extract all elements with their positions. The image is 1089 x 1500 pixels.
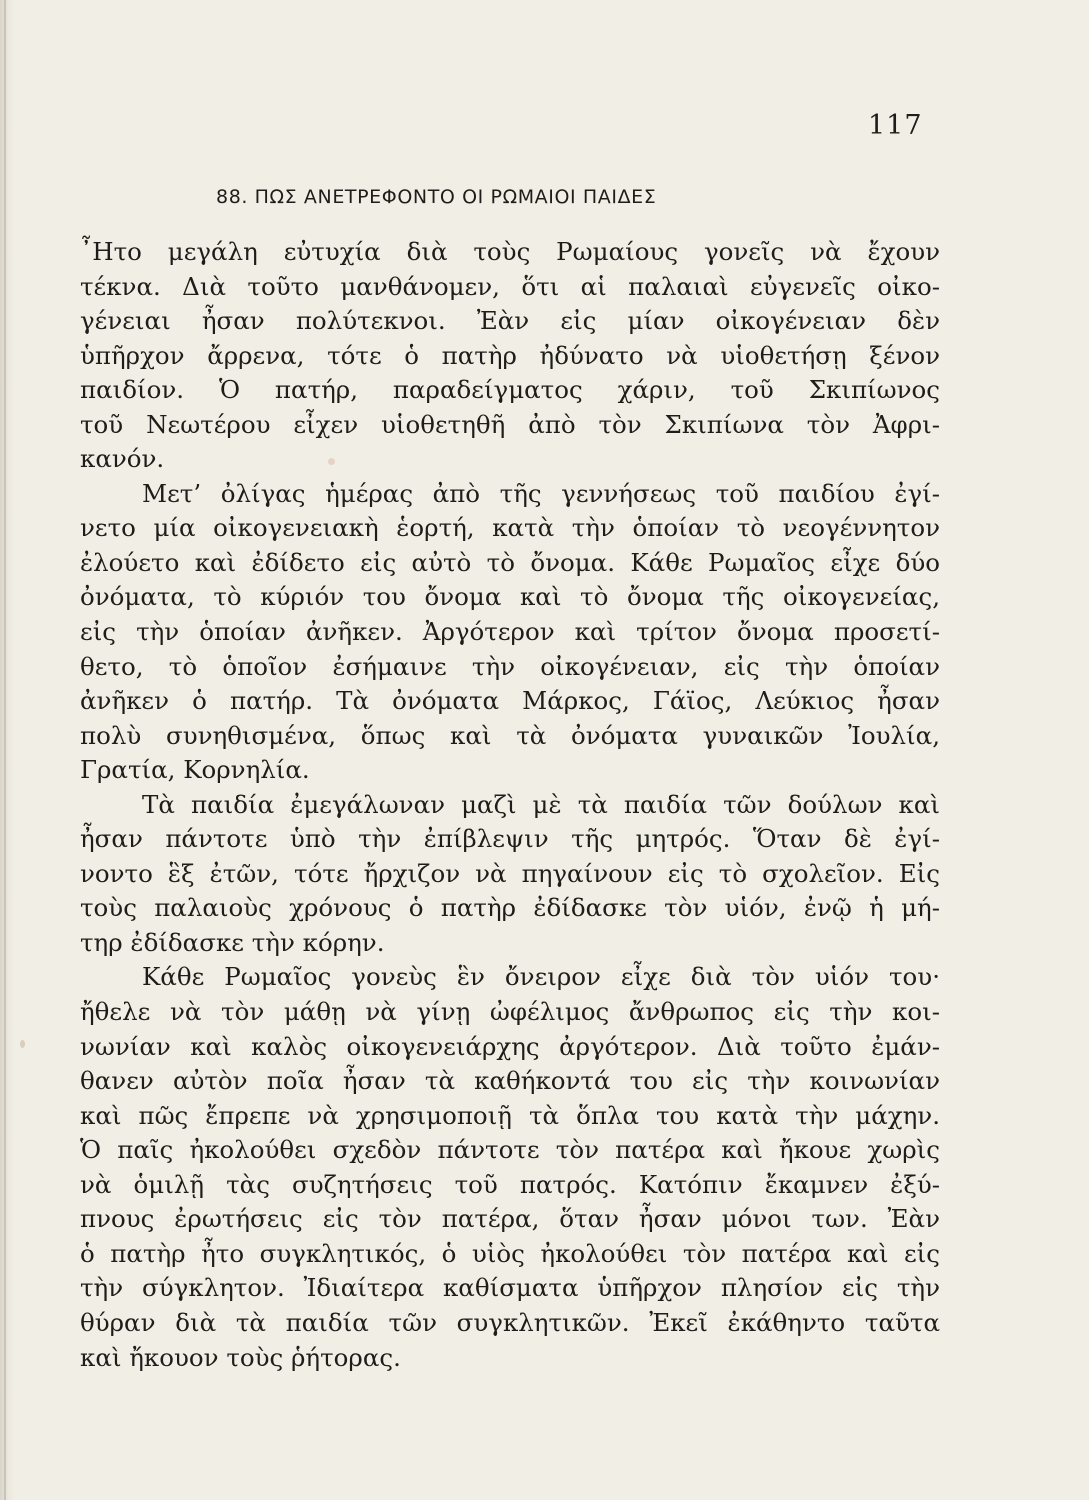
text-line: Μετ’ ὀλίγας ἡμέρας ἀπὸ τῆς γεννήσεως τοῦ παιδίου ἐγί-: [142, 478, 940, 508]
text-line: νοντο ἓξ ἐτῶν, τότε ἤρχιζον νὰ πηγαίνουν εἰς τὸ σχολεῖον. Εἰς: [80, 858, 940, 888]
text-line: ἐλούετο καὶ ἐδίδετο εἰς αὐτὸ τὸ ὄνομα. Κάθε Ρωμαῖος εἶχε δύο: [80, 547, 940, 577]
text-line: τηρ ἐδίδασκε τὴν κόρην.: [80, 927, 385, 957]
text-line: καὶ πῶς ἔπρεπε νὰ χρησιμοποιῇ τὰ ὅπλα του κατὰ τὴν μάχην.: [80, 1100, 940, 1130]
text-line: τοῦ Νεωτέρου εἶχεν υἱοθετηθῆ ἀπὸ τὸν Σκιπίωνα τὸν Ἀφρι-: [80, 409, 940, 439]
text-line: Τὰ παιδία ἐμεγάλωναν μαζὶ μὲ τὰ παιδία τῶν δούλων καὶ: [142, 789, 940, 819]
text-line: ὑπῆρχον ἄρρενα, τότε ὁ πατὴρ ἠδύνατο νὰ υἱοθετήσῃ ξένον: [80, 340, 940, 370]
text-line: θανεν αὐτὸν ποῖα ἦσαν τὰ καθήκοντά του εἰς τὴν κοινωνίαν: [80, 1066, 940, 1096]
chapter-heading: 88. ΠΩΣ ΑΝΕΤΡΕΦΟΝΤΟ ΟΙ ΡΩΜΑΙΟΙ ΠΑΙΔΕΣ: [216, 186, 657, 208]
text-line: νὰ ὁμιλῇ τὰς συζητήσεις τοῦ πατρός. Κατόπιν ἔκαμνεν ἐξύ-: [80, 1169, 940, 1199]
text-line: Γρατία, Κορνηλία.: [80, 755, 310, 785]
text-line: πνους ἐρωτήσεις εἰς τὸν πατέρα, ὅταν ἦσαν μόνοι των. Ἐὰν: [80, 1204, 940, 1234]
text-line: ὀνόματα, τὸ κύριόν του ὄνομα καὶ τὸ ὄνομα τῆς οἰκογενείας,: [80, 582, 940, 612]
text-line: νωνίαν καὶ καλὸς οἰκογενειάρχης ἀργότερον. Διὰ τοῦτο ἐμάν-: [80, 1031, 940, 1061]
text-line: καὶ ἤκουον τοὺς ῥήτορας.: [80, 1342, 401, 1372]
text-line: πολὺ συνηθισμένα, ὅπως καὶ τὰ ὀνόματα γυναικῶν Ἰουλία,: [80, 720, 940, 750]
paper-speck: [20, 1040, 25, 1048]
text-line: θύραν διὰ τὰ παιδία τῶν συγκλητικῶν. Ἐκεῖ ἐκάθηντο ταῦτα: [80, 1307, 940, 1337]
text-line: ῏Ητο μεγάλη εὐτυχία διὰ τοὺς Ρωμαίους γονεῖς νὰ ἔχουν: [80, 237, 940, 266]
text-line: ἀνῆκεν ὁ πατήρ. Τὰ ὀνόματα Μάρκος, Γάϊος, Λεύκιος ἦσαν: [80, 686, 940, 716]
text-line: παιδίον. Ὁ πατήρ, παραδείγματος χάριν, τοῦ Σκιπίωνος: [80, 375, 940, 405]
text-line: Ὁ παῖς ἠκολούθει σχεδὸν πάντοτε τὸν πατέρα καὶ ἤκουε χωρὶς: [80, 1135, 940, 1165]
binding-line: [4, 0, 6, 1500]
body-text: [80, 235, 940, 1375]
paper-speck: [328, 458, 335, 465]
text-line: εἰς τὴν ὁποίαν ἀνῆκεν. Ἀργότερον καὶ τρίτον ὄνομα προσετί-: [80, 617, 940, 647]
text-line: Κάθε Ρωμαῖος γονεὺς ἓν ὄνειρον εἶχε διὰ τὸν υἱόν του·: [142, 962, 940, 992]
text-line: τοὺς παλαιοὺς χρόνους ὁ πατὴρ ἐδίδασκε τὸν υἱόν, ἐνῷ ἡ μή-: [80, 893, 940, 923]
text-line: γένειαι ἦσαν πολύτεκνοι. Ἐὰν εἰς μίαν οἰκογένειαν δὲν: [80, 306, 940, 336]
text-line: ἤθελε νὰ τὸν μάθῃ νὰ γίνῃ ὠφέλιμος ἄνθρωπος εἰς τὴν κοι-: [80, 997, 940, 1027]
page-number: 117: [868, 110, 923, 141]
text-line: θετο, τὸ ὁποῖον ἐσήμαινε τὴν οἰκογένειαν, εἰς τὴν ὁποίαν: [80, 651, 940, 681]
text-line: ὁ πατὴρ ἦτο συγκλητικός, ὁ υἱὸς ἠκολούθει τὸν πατέρα καὶ εἰς: [80, 1238, 940, 1268]
text-line: ἦσαν πάντοτε ὑπὸ τὴν ἐπίβλεψιν τῆς μητρός. Ὅταν δὲ ἐγί-: [80, 824, 940, 854]
text-line: τέκνα. Διὰ τοῦτο μανθάνομεν, ὅτι αἱ παλαιαὶ εὐγενεῖς οἰκο-: [80, 271, 940, 301]
text-line: νετο μία οἰκογενειακὴ ἑορτή, κατὰ τὴν ὁποίαν τὸ νεογέννητον: [80, 513, 940, 543]
text-line: κανόν.: [80, 444, 165, 474]
binding-edge: [0, 0, 14, 1500]
text-line: τὴν σύγκλητον. Ἰδιαίτερα καθίσματα ὑπῆρχον πλησίον εἰς τὴν: [80, 1273, 940, 1303]
